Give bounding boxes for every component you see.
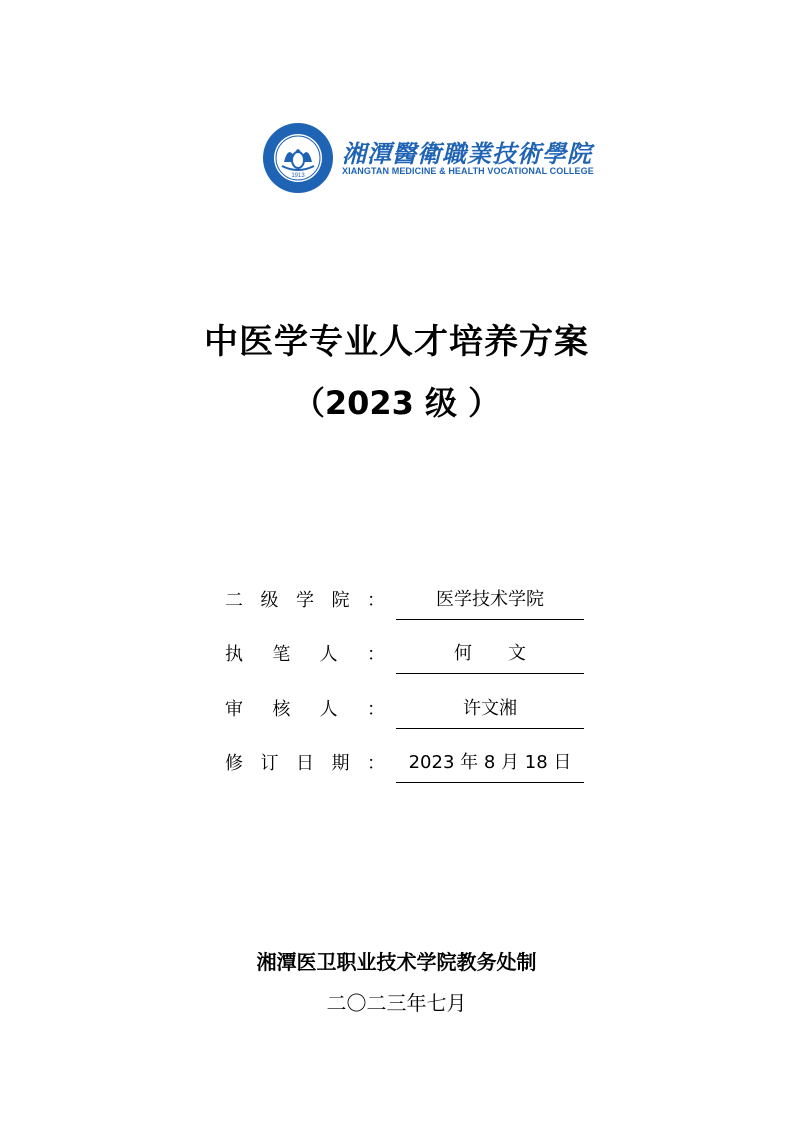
field-label-reviewer: 审 核 人 ： xyxy=(225,699,385,720)
field-value-author: 何 文 xyxy=(396,639,584,674)
school-name-cn: 湘潭醫衛職業技術學院 xyxy=(342,139,592,168)
field-value-reviewer: 许文湘 xyxy=(396,694,584,729)
field-label-revision-date: 修 订 日 期 ： xyxy=(225,753,385,774)
footer-date: 二〇二三年七月 xyxy=(326,991,467,1015)
footer-org: 湘潭医卫职业技术学院教务处制 xyxy=(256,950,537,974)
field-label-author: 执 笔 人 ： xyxy=(225,644,385,665)
field-value-revision-date: 2023 年 8 月 18 日 xyxy=(396,748,584,783)
school-logo xyxy=(262,122,594,194)
field-label-school: 二 级 学 院 ： xyxy=(225,590,385,611)
school-seal-icon xyxy=(262,122,334,194)
page-title: 中医学专业人才培养方案 xyxy=(204,322,589,362)
field-value-school: 医学技术学院 xyxy=(396,585,584,620)
seal-year: 1913 xyxy=(291,173,305,179)
grade-label: （2023 级 ） xyxy=(292,384,501,422)
school-name-en: XIANGTAN MEDICINE & HEALTH VOCATIONAL COLLEGE xyxy=(342,166,594,176)
